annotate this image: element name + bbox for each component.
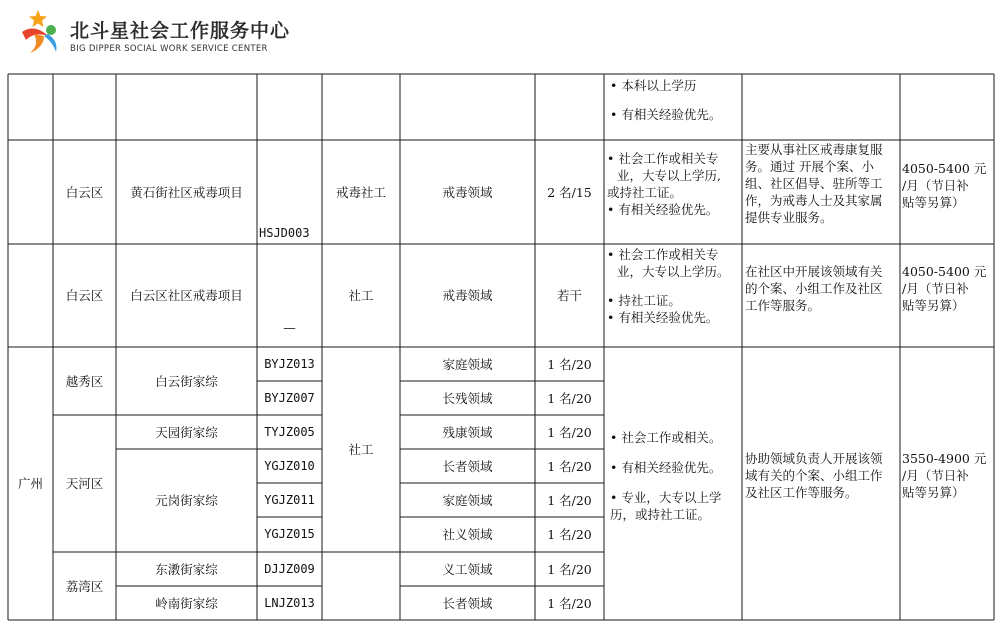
gz-count: 1 名/20 [547, 390, 592, 406]
gz-req-line: • 专业，大专以上学 [610, 490, 722, 505]
r1-req-line: • 有相关经验优先。 [607, 202, 719, 217]
r1-salary-line: 贴等另算） [902, 195, 965, 210]
gz-code: DJJZ009 [264, 561, 315, 576]
gz-position: 社工 [348, 442, 374, 457]
r2-project: 白云区社区戒毒项目 [130, 288, 243, 303]
gz-center-baiyun: 白云街家综 [155, 373, 218, 389]
gz-count: 1 名/20 [547, 492, 592, 508]
gz-salary-line: 3550-4900 元 [902, 451, 987, 466]
r2-field: 戒毒领域 [442, 288, 493, 303]
gz-field: 长者领域 [442, 595, 493, 611]
gz-count: 1 名/20 [547, 527, 592, 542]
gz-requirements [610, 429, 742, 523]
gz-center-tianyuan: 天园街家综 [155, 424, 218, 440]
gz-district-yuexiu: 越秀区 [65, 373, 104, 389]
r1-field: 戒毒领域 [442, 184, 493, 200]
gz-duty-line: 协助领域负责人开展该领 [745, 451, 883, 466]
r1-code: HSJD003 [259, 226, 310, 240]
r2-salary-line: 贴等另算） [902, 298, 965, 313]
r1-requirements [607, 150, 742, 218]
gz-field: 长残领域 [442, 390, 493, 406]
gz-code: BYJZ013 [264, 356, 315, 371]
r2-duty-line: 工作等服务。 [745, 298, 821, 313]
r2-district: 白云区 [65, 288, 104, 303]
r2-salary [902, 263, 994, 314]
gz-duties [745, 450, 900, 501]
gz-req-line: 历，或持社工证。 [610, 507, 711, 522]
gz-count: 1 名/20 [547, 356, 592, 372]
org-name-en: BIG DIPPER SOCIAL WORK SERVICE CENTER [70, 44, 268, 54]
gz-field: 义工领域 [442, 561, 493, 577]
gz-count: 1 名/20 [547, 595, 592, 611]
r1-req-line: 业，大专以上学历, [617, 168, 721, 183]
r1-duty-line: 提供专业服务。 [745, 210, 833, 225]
gz-code: YGJZ015 [264, 527, 315, 541]
r0-requirement-2: • 有相关经验优先。 [610, 107, 722, 122]
r1-salary [902, 160, 994, 211]
r2-req-line: • 持社工证。 [607, 293, 681, 308]
r2-duty-line: 的个案、小组工作及社区 [745, 281, 883, 296]
gz-code: YGJZ011 [264, 492, 315, 507]
r1-project: 黄石街社区戒毒项目 [130, 184, 243, 200]
gz-count: 1 名/20 [547, 458, 592, 474]
r2-requirements [607, 246, 742, 326]
r1-count: 2 名/15 [547, 184, 592, 200]
r2-code: — [283, 320, 296, 335]
gz-salary-line: 贴等另算） [902, 485, 965, 500]
r2-duty-line: 在社区中开展该领域有关 [745, 264, 883, 279]
gz-field: 社义领域 [442, 527, 493, 542]
r2-count: 若干 [556, 288, 582, 303]
gz-req-line: • 社会工作或相关。 [610, 430, 722, 445]
gz-code: LNJZ013 [264, 595, 315, 610]
r1-duty-line: 组、社区倡导、驻所等工 [745, 176, 883, 191]
r1-district: 白云区 [65, 184, 104, 200]
org-name-cn: 北斗星社会工作服务中心 [70, 20, 291, 42]
r1-position: 戒毒社工 [335, 184, 386, 200]
r2-req-line: • 社会工作或相关专 [607, 247, 719, 262]
r1-req-line: • 社会工作或相关专 [607, 151, 719, 166]
gz-duty-line: 域有关的个案、小组工作 [745, 468, 883, 483]
gz-field: 残康领域 [442, 424, 493, 440]
r2-req-line: 业，大专以上学历。 [617, 264, 730, 279]
gz-field: 长者领域 [442, 458, 493, 474]
gz-field: 家庭领域 [442, 492, 493, 508]
gz-duty-line: 及社区工作等服务。 [745, 485, 858, 500]
r2-req-line: • 有相关经验优先。 [607, 310, 719, 325]
gz-count: 1 名/20 [547, 424, 592, 440]
r2-duties [745, 263, 900, 314]
r1-salary-line: 4050-5400 元 [902, 161, 987, 176]
r1-req-line: 或持社工证。 [607, 185, 683, 200]
gz-salary-line: /月（节日补 [902, 468, 969, 483]
gz-code: BYJZ007 [264, 390, 315, 405]
r1-duty-line: 作，为戒毒人士及其家属 [745, 193, 883, 208]
r2-salary-line: 4050-5400 元 [902, 264, 987, 279]
gz-center-lingnan: 岭南街家综 [155, 595, 218, 611]
r1-salary-line: /月（节日补 [902, 178, 969, 193]
gz-field: 家庭领域 [442, 356, 493, 372]
r2-salary-line: /月（节日补 [902, 281, 969, 296]
gz-center-dongjiao: 东漖街家综 [155, 561, 218, 577]
r2-position: 社工 [348, 288, 374, 303]
r1-duties [745, 141, 900, 226]
gz-center-yuangang: 元岗街家综 [155, 493, 218, 508]
r1-duty-line: 务。通过 开展个案、小 [745, 159, 874, 174]
gz-count: 1 名/20 [547, 561, 592, 577]
gz-district-liwan: 荔湾区 [65, 578, 104, 594]
r1-duty-line: 主要从事社区戒毒康复服 [745, 142, 883, 157]
gz-district-tianhe: 天河区 [65, 476, 104, 491]
gz-code: YGJZ010 [264, 458, 315, 473]
gz-code: TYJZ005 [264, 424, 315, 439]
gz-req-line: • 有相关经验优先。 [610, 460, 722, 475]
r0-requirement-1: • 本科以上学历 [610, 78, 697, 93]
gz-city: 广州 [17, 476, 43, 491]
gz-salary [902, 450, 994, 501]
